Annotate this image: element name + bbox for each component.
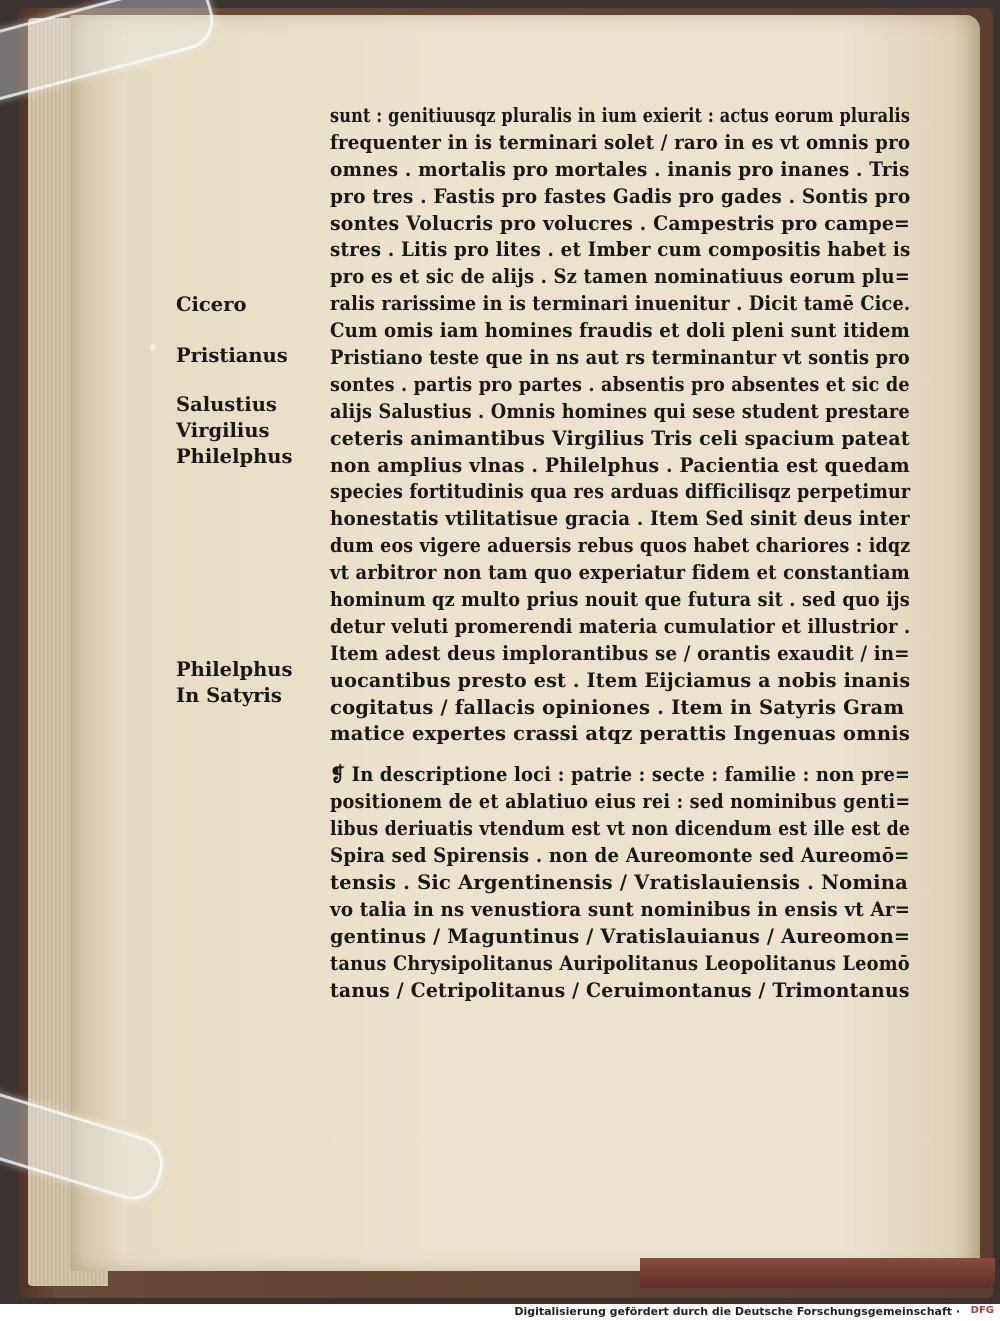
text-line: In descriptione loci : patrie : secte : familie : non pre= xyxy=(351,763,911,787)
text-line: tensis . Sic Argentinensis / Vratislauiensis . Nomina xyxy=(330,870,908,894)
margin-note-salustius: Salustius xyxy=(176,393,277,416)
text-line: pro es et sic de alijs . Sz tamen nominatiuus eorum plu= xyxy=(330,265,911,289)
footer-credit: Digitalisierung gefördert durch die Deutsche Forschungsgemeinschaft · xyxy=(514,1305,960,1318)
text-line: Spira sed Spirensis . non de Aureomonte sed Aureomō= xyxy=(330,844,910,868)
text-line: ralis rarissime in is terminari inuenitur . Dicit tamē Cice. xyxy=(330,292,911,316)
margin-note-philelphus-2: Philelphus xyxy=(176,658,293,681)
text-line: dum eos vigere aduersis rebus quos habet chariores : idqz xyxy=(330,534,911,558)
footer-bar xyxy=(0,1304,1000,1321)
text-line: libus deriuatis vtendum est vt non dicendum est ille est de xyxy=(330,817,911,841)
paragraph-1 xyxy=(330,103,910,748)
text-line: stres . Litis pro lites . et Imber cum compositis habet is xyxy=(330,238,911,262)
margin-note-pristianus: Pristianus xyxy=(176,344,288,367)
margin-note-philelphus: Philelphus xyxy=(176,445,293,468)
text-line: species fortitudinis qua res arduas difficilisqz perpetimur xyxy=(330,480,911,504)
text-line: matice expertes crassi atqz perattis Ingenuas omnis xyxy=(330,722,910,746)
text-line: pro tres . Fastis pro fastes Gadis pro gades . Sontis pro xyxy=(330,184,911,208)
text-line: cogitatus / fallacis opiniones . Item in Satyris Gram xyxy=(330,695,905,719)
text-line: Item adest deus implorantibus se / orantis exaudit / in= xyxy=(330,641,910,665)
dfg-logo: DFG xyxy=(970,1305,994,1316)
text-line: frequenter in is terminari solet / raro in es vt omnis pro xyxy=(330,130,911,154)
text-line: sontes . partis pro partes . absentis pro absentes et sic de xyxy=(330,372,910,396)
text-line: detur veluti promerendi materia cumulatior et illustrior . xyxy=(330,614,911,638)
margin-note-cicero: Cicero xyxy=(176,293,247,316)
text-line: Cum omis iam homines fraudis et doli pleni sunt itidem xyxy=(330,319,910,343)
main-text-block xyxy=(330,103,910,1004)
text-line: omnes . mortalis pro mortales . inanis pro inanes . Tris xyxy=(330,157,910,181)
text-line: ceteris animantibus Virgilius Tris celi spacium pateat xyxy=(330,426,910,450)
paragraph-2 xyxy=(330,762,910,1004)
text-line: vt arbitror non tam quo experiatur fidem et constantiam xyxy=(330,561,910,585)
text-line: vo talia in ns venustiora sunt nominibus in ensis vt Ar= xyxy=(330,897,911,921)
margin-note-virgilius: Virgilius xyxy=(176,419,270,442)
margin-note-in-satyris: In Satyris xyxy=(176,684,282,707)
cover-bottom-edge xyxy=(640,1258,995,1288)
text-line: uocantibus presto est . Item Eijciamus a nobis inanis xyxy=(330,668,911,692)
text-line: alijs Salustius . Omnis homines qui sese student prestare xyxy=(330,399,910,423)
paper-speck xyxy=(150,344,156,351)
text-line: tanus Chrysipolitanus Auripolitanus Leopolitanus Leomō xyxy=(330,951,910,975)
pilcrow-icon: ❡ xyxy=(330,763,346,787)
paragraph-gap xyxy=(330,748,910,762)
text-line: positionem de et ablatiuo eius rei : sed nominibus genti= xyxy=(330,790,911,814)
text-line: hominum qz multo prius nouit que futura sit . sed quo ijs xyxy=(330,588,910,612)
text-line: gentinus / Maguntinus / Vratislauianus / Aureomon= xyxy=(330,924,911,948)
text-line: sunt : genitiuusqz pluralis in ium exierit : actus eorum pluralis xyxy=(330,104,911,127)
text-line: non amplius vlnas . Philelphus . Pacientia est quedam xyxy=(330,453,910,477)
text-line: honestatis vtilitatisue gracia . Item Sed sinit deus inter xyxy=(330,507,910,531)
text-line: Pristiano teste que in ns aut rs terminantur vt sontis pro xyxy=(330,346,910,370)
text-line: tanus / Cetripolitanus / Ceruimontanus / Trimontanus xyxy=(330,978,910,1002)
text-line: sontes Volucris pro volucres . Campestris pro campe= xyxy=(330,211,911,235)
text-line-first xyxy=(330,762,911,789)
